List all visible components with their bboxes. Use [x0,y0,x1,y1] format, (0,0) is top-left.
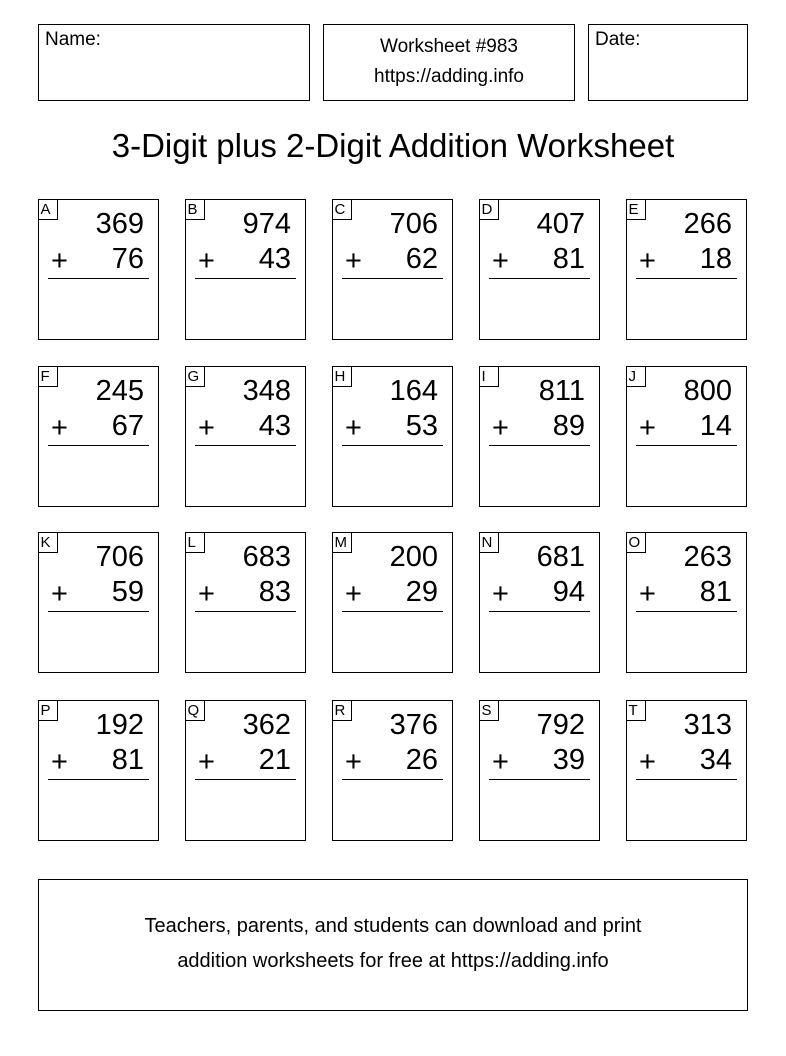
problem-box[interactable] [38,366,159,507]
problem-bottom-number: 81 [111,744,144,776]
problem-top-number: 313 [683,709,732,741]
problem-letter: F [38,366,58,387]
answer-line [342,779,443,780]
problem-bottom-number: 94 [552,576,585,608]
problem-letter: B [185,199,205,220]
plus-sign: + [492,578,509,610]
problem-top-number: 683 [242,541,291,573]
plus-sign: + [51,578,68,610]
problem-top-number: 800 [683,375,732,407]
problem-bottom-number: 43 [258,410,291,442]
answer-line [195,611,296,612]
problem-bottom-number: 39 [552,744,585,776]
answer-line [489,278,590,279]
problem-box[interactable] [626,700,747,841]
answer-line [48,445,149,446]
problem-letter: M [332,532,352,553]
answer-line [489,611,590,612]
plus-sign: + [198,245,215,277]
answer-line [48,278,149,279]
problem-bottom-number: 81 [699,576,732,608]
problem-bottom-number: 62 [405,243,438,275]
date-label: Date: [595,29,641,50]
problem-letter: P [38,700,58,721]
plus-sign: + [639,578,656,610]
problem-bottom-number: 81 [552,243,585,275]
answer-line [342,445,443,446]
problem-top-number: 164 [389,375,438,407]
problem-letter: J [626,366,646,387]
problem-bottom-number: 89 [552,410,585,442]
answer-line [636,278,737,279]
problem-letter: R [332,700,352,721]
problem-box[interactable] [479,199,600,340]
problem-top-number: 263 [683,541,732,573]
footer-box [38,879,748,1011]
plus-sign: + [639,746,656,778]
plus-sign: + [492,245,509,277]
problem-letter: T [626,700,646,721]
problem-letter: D [479,199,499,220]
problem-top-number: 245 [95,375,144,407]
answer-line [48,611,149,612]
answer-line [489,445,590,446]
date-field-box[interactable] [588,24,748,101]
problem-letter: N [479,532,499,553]
problem-letter: Q [185,700,205,721]
problem-top-number: 706 [389,208,438,240]
plus-sign: + [51,746,68,778]
problem-top-number: 200 [389,541,438,573]
problem-bottom-number: 67 [111,410,144,442]
problem-letter: C [332,199,352,220]
problem-bottom-number: 83 [258,576,291,608]
problem-letter: S [479,700,499,721]
problem-letter: K [38,532,58,553]
problem-bottom-number: 76 [111,243,144,275]
problem-bottom-number: 26 [405,744,438,776]
plus-sign: + [639,412,656,444]
worksheet-info-box [323,24,575,101]
problem-letter: L [185,532,205,553]
problem-top-number: 974 [242,208,291,240]
plus-sign: + [345,245,362,277]
problem-letter: G [185,366,205,387]
problem-top-number: 681 [536,541,585,573]
problem-letter: H [332,366,352,387]
problem-bottom-number: 21 [258,744,291,776]
worksheet-number: Worksheet #983 [379,36,518,57]
problem-box[interactable] [479,532,600,673]
problem-box[interactable] [332,366,453,507]
problem-box[interactable] [626,199,747,340]
problem-top-number: 376 [389,709,438,741]
plus-sign: + [51,245,68,277]
problem-top-number: 792 [536,709,585,741]
problem-box[interactable] [185,199,306,340]
problem-box[interactable] [38,700,159,841]
problem-top-number: 266 [683,208,732,240]
plus-sign: + [492,412,509,444]
plus-sign: + [345,412,362,444]
name-field-box[interactable] [38,24,310,101]
problem-top-number: 407 [536,208,585,240]
problem-bottom-number: 59 [111,576,144,608]
plus-sign: + [198,578,215,610]
plus-sign: + [198,746,215,778]
problem-bottom-number: 18 [699,243,732,275]
problem-box[interactable] [185,700,306,841]
plus-sign: + [492,746,509,778]
problem-bottom-number: 34 [699,744,732,776]
problem-top-number: 362 [242,709,291,741]
name-label: Name: [45,29,101,50]
problem-box[interactable] [479,700,600,841]
plus-sign: + [345,746,362,778]
problem-box[interactable] [332,199,453,340]
problem-box[interactable] [38,199,159,340]
problem-bottom-number: 14 [699,410,732,442]
problem-top-number: 369 [95,208,144,240]
problem-box[interactable] [332,532,453,673]
page-title: 3-Digit plus 2-Digit Addition Worksheet [111,127,675,164]
footer-line-2: addition worksheets for free at https://adding.info [177,950,609,972]
problem-box[interactable] [38,532,159,673]
answer-line [342,611,443,612]
worksheet-url: https://adding.info [374,66,524,87]
problem-box[interactable] [185,532,306,673]
answer-line [636,611,737,612]
problem-top-number: 811 [538,375,585,407]
problem-letter: O [626,532,646,553]
problem-letter: E [626,199,646,220]
problem-box[interactable] [479,366,600,507]
plus-sign: + [51,412,68,444]
answer-line [48,779,149,780]
footer-line-1: Teachers, parents, and students can download and print [144,915,642,937]
answer-line [636,445,737,446]
answer-line [489,779,590,780]
problem-box[interactable] [626,366,747,507]
plus-sign: + [345,578,362,610]
problem-bottom-number: 43 [258,243,291,275]
problem-box[interactable] [185,366,306,507]
plus-sign: + [198,412,215,444]
plus-sign: + [639,245,656,277]
answer-line [195,278,296,279]
problem-bottom-number: 29 [405,576,438,608]
problem-top-number: 706 [95,541,144,573]
answer-line [342,278,443,279]
problem-letter: A [38,199,58,220]
problem-box[interactable] [332,700,453,841]
answer-line [636,779,737,780]
problem-bottom-number: 53 [405,410,438,442]
problem-letter: I [479,366,499,387]
problem-top-number: 348 [242,375,291,407]
answer-line [195,779,296,780]
problem-top-number: 192 [95,709,144,741]
problem-box[interactable] [626,532,747,673]
answer-line [195,445,296,446]
